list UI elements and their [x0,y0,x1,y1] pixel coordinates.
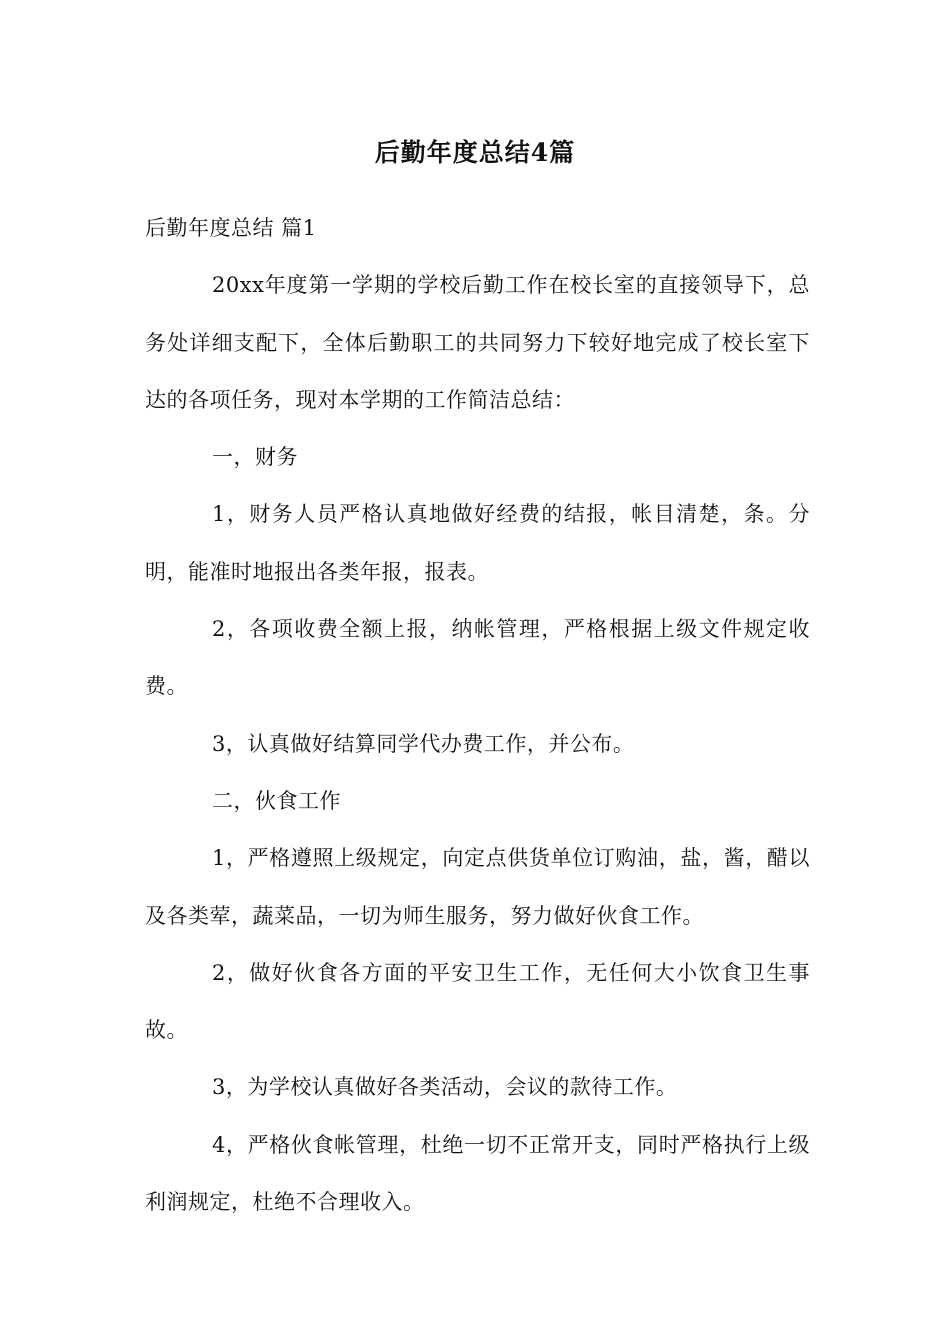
document-title: 后勤年度总结4篇 [374,138,576,167]
paragraph-catering-1: 1，严格遵照上级规定，向定点供货单位订购油，盐，酱，醋以及各类荤，蔬菜品，一切为师生服务，努力做好伙食工作。 [145,846,810,928]
paragraph-catering-2: 2，做好伙食各方面的平安卫生工作，无任何大小饮食卫生事故。 [145,960,810,1043]
document-body [145,200,810,1231]
paragraph-catering-3: 3，为学校认真做好各类活动，会议的款待工作。 [212,1075,678,1100]
heading-finance: 一，财务 [212,445,298,470]
paragraph-catering-4: 4，严格伙食帐管理，杜绝一切不正常开支，同时严格执行上级利润规定，杜绝不合理收入。 [145,1132,810,1215]
paragraph-finance-2: 2，各项收费全额上报，纳帐管理，严格根据上级文件规定收费。 [145,617,810,699]
paragraph-intro: 20xx年度第一学期的学校后勤工作在校长室的直接领导下，总务处详细支配下，全体后勤职工的共同努力下较好地完成了校长室下达的各项任务，现对本学期的工作简洁总结： [145,273,810,412]
section-heading: 后勤年度总结 篇1 [145,216,317,240]
heading-catering: 二，伙食工作 [212,788,341,813]
paragraph-finance-3: 3，认真做好结算同学代办费工作，并公布。 [212,731,635,756]
paragraph-finance-1: 1，财务人员严格认真地做好经费的结报，帐目清楚，条。分明，能准时地报出各类年报，报表。 [145,502,810,584]
